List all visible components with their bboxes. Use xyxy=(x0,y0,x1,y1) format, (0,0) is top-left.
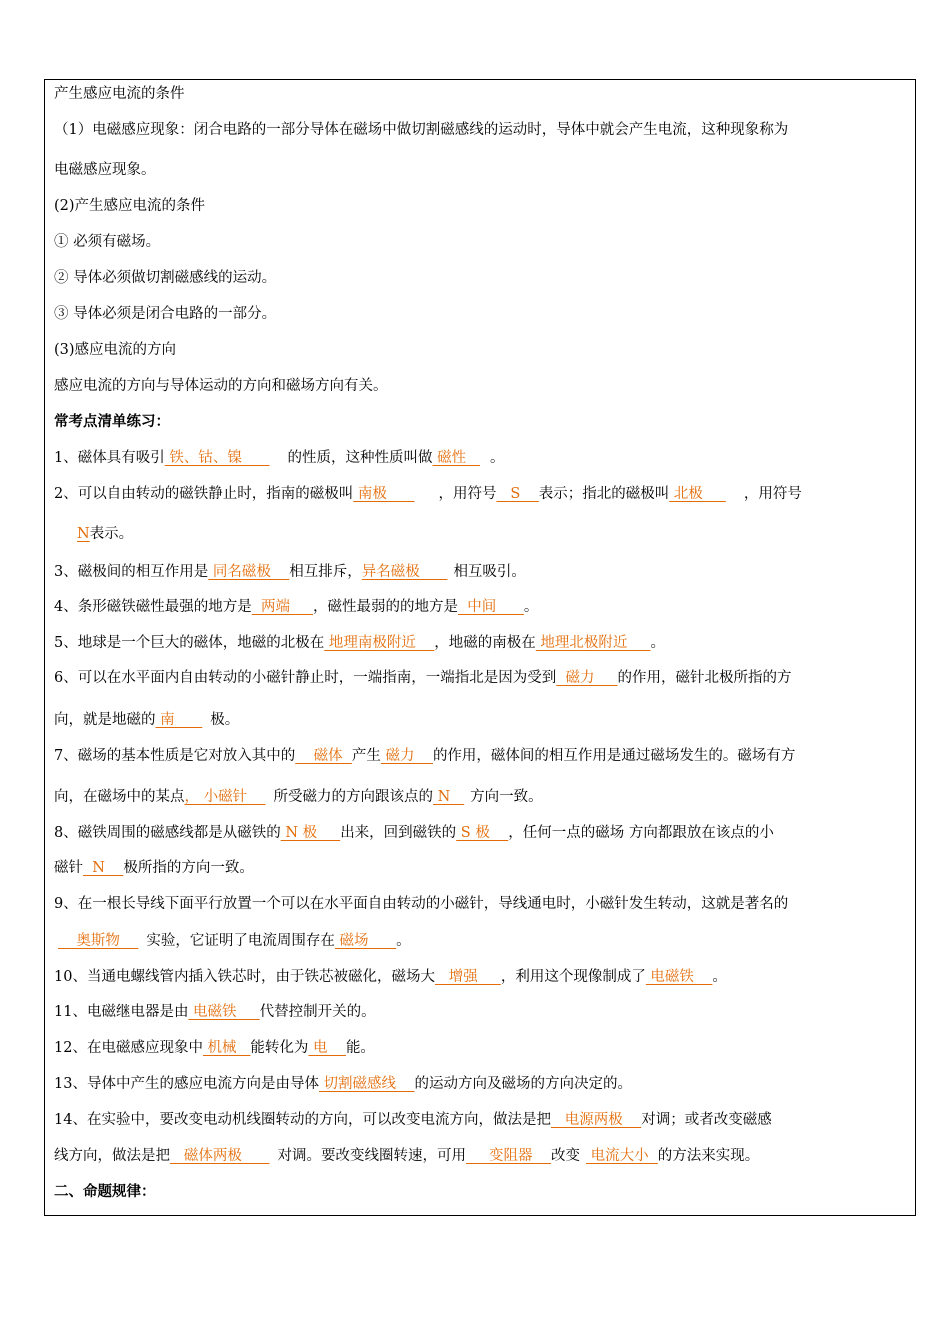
answer: 铁、钴、镍 xyxy=(164,450,270,466)
answer: 电 xyxy=(308,1040,346,1056)
paragraph-1-cont: 电磁感应现象。 xyxy=(54,162,156,178)
condition-3: ③ 导体必须是闭合电路的一部分。 xyxy=(54,306,277,322)
answer: 磁体 xyxy=(295,748,352,764)
answer: 地理南极附近 xyxy=(324,635,435,651)
answer: 磁体两极 xyxy=(170,1148,270,1164)
paragraph-3-body: 感应电流的方向与导体运动的方向和磁场方向有关。 xyxy=(54,378,388,394)
answer: N xyxy=(83,860,124,876)
question-2: 2、可以自由转动的磁铁静止时，指南的磁极叫 南极 ，用符号 S 表示；指北的磁极叫 北极 ，用符号 xyxy=(54,486,802,502)
question-9-cont: 奥斯物 实验，它证明了电流周围存在 磁场 。 xyxy=(58,933,411,949)
answer: 电磁铁 xyxy=(188,1004,260,1020)
question-10: 10、当通电螺线管内插入铁芯时，由于铁芯被磁化，磁场大 增强 ，利用这个现像制成了 电磁铁 。 xyxy=(54,969,727,985)
answer: 异名磁极 xyxy=(361,564,448,580)
answer: 磁性 xyxy=(432,450,480,466)
condition-1: ① 必须有磁场。 xyxy=(54,234,161,250)
answer: 磁力 xyxy=(380,748,433,764)
question-3: 3、磁极间的相互作用是 同名磁极 相互排斥，异名磁极 相互吸引。 xyxy=(54,564,526,580)
answer: 中间 xyxy=(458,599,524,615)
question-6-cont: 向，就是地磁的 南 极。 xyxy=(54,712,240,728)
answer: 增强 xyxy=(434,969,501,985)
question-9: 9、在一根长导线下面平行放置一个可以在水平面自由转动的小磁针，导线通电时，小磁针发生转动，这就是著名的 xyxy=(54,896,789,912)
question-6: 6、可以在水平面内自由转动的小磁针静止时，一端指南，一端指北是因为受到 磁力 的作用，磁针北极所指的方 xyxy=(54,670,792,686)
question-14: 14、在实验中，要改变电动机线圈转动的方向，可以改变电流方向，做法是把 电源两极 对调；或者改变磁感 xyxy=(54,1112,772,1128)
answer: 磁力 xyxy=(556,670,618,686)
question-12: 12、在电磁感应现象中 机械 能转化为 电 能。 xyxy=(54,1040,375,1056)
answer: 北极 xyxy=(669,486,726,502)
answer: 两端 xyxy=(251,599,313,615)
question-7-cont: 向，在磁场中的某点， 小磁针 所受磁力的方向跟该点的 N 方向一致。 xyxy=(54,789,543,805)
answer: N xyxy=(433,789,465,805)
answer: 机械 xyxy=(202,1040,251,1056)
answer: 同名磁极 xyxy=(208,564,290,580)
answer: 变阻器 xyxy=(465,1148,551,1164)
answer: ， 小磁针 xyxy=(184,789,266,805)
paragraph-2: (2)产生感应电流的条件 xyxy=(54,198,206,214)
paragraph-1: （1）电磁感应现象：闭合电路的一部分导体在磁场中做切割磁感线的运动时，导体中就会产生电流，这种现象称为 xyxy=(54,122,789,138)
question-8-cont: 磁针 N 极所指的方向一致。 xyxy=(54,860,254,876)
answer: 电源两极 xyxy=(550,1112,642,1128)
answer: S xyxy=(496,486,539,502)
section-heading: 产生感应电流的条件 xyxy=(54,86,185,102)
question-2-cont: N表示。 xyxy=(77,526,134,542)
answer: 电磁铁 xyxy=(645,969,713,985)
answer: N xyxy=(77,526,90,542)
paragraph-3: (3)感应电流的方向 xyxy=(54,342,177,358)
question-1: 1、磁体具有吸引 铁、钴、镍 的性质，这种性质叫做 磁性 。 xyxy=(54,450,505,466)
question-5: 5、地球是一个巨大的磁体，地磁的北极在 地理南极附近 ，地磁的南极在 地理北极附近 。 xyxy=(54,635,665,651)
answer: 磁场 xyxy=(334,933,397,949)
question-4: 4、条形磁铁磁性最强的地方是 两端 ，磁性最弱的的地方是 中间 。 xyxy=(54,599,539,615)
answer: 奥斯物 xyxy=(58,933,139,949)
question-14-cont: 线方向，做法是把 磁体两极 对调。要改变线圈转速，可用 变阻器 改变 电流大小 的方法来实现。 xyxy=(54,1148,760,1164)
rules-title: 二、命题规律： xyxy=(54,1183,156,1200)
answer: 南极 xyxy=(353,486,415,502)
answer: N 极 xyxy=(280,825,341,841)
question-7: 7、磁场的基本性质是它对放入其中的 磁体 产生 磁力 的作用，磁体间的相互作用是通过磁场发生的。磁场有方 xyxy=(54,748,796,764)
practice-title: 常考点清单练习： xyxy=(54,413,170,430)
answer: 地理北极附近 xyxy=(535,635,651,651)
question-11: 11、电磁继电器是由 电磁铁 代替控制开关的。 xyxy=(54,1004,376,1020)
question-13: 13、导体中产生的感应电流方向是由导体 切割磁感线 的运动方向及磁场的方向决定的。 xyxy=(54,1076,632,1092)
answer: 切割磁感线 xyxy=(318,1076,415,1092)
question-8: 8、磁铁周围的磁感线都是从磁铁的 N 极 出来，回到磁铁的 S 极 ，任何一点的磁场 方向都跟放在该点的小 xyxy=(54,825,774,841)
answer: 南 xyxy=(155,712,203,728)
answer: 电流大小 xyxy=(585,1148,658,1164)
condition-2: ② 导体必须做切割磁感线的运动。 xyxy=(54,270,277,286)
answer: S 极 xyxy=(456,825,509,841)
